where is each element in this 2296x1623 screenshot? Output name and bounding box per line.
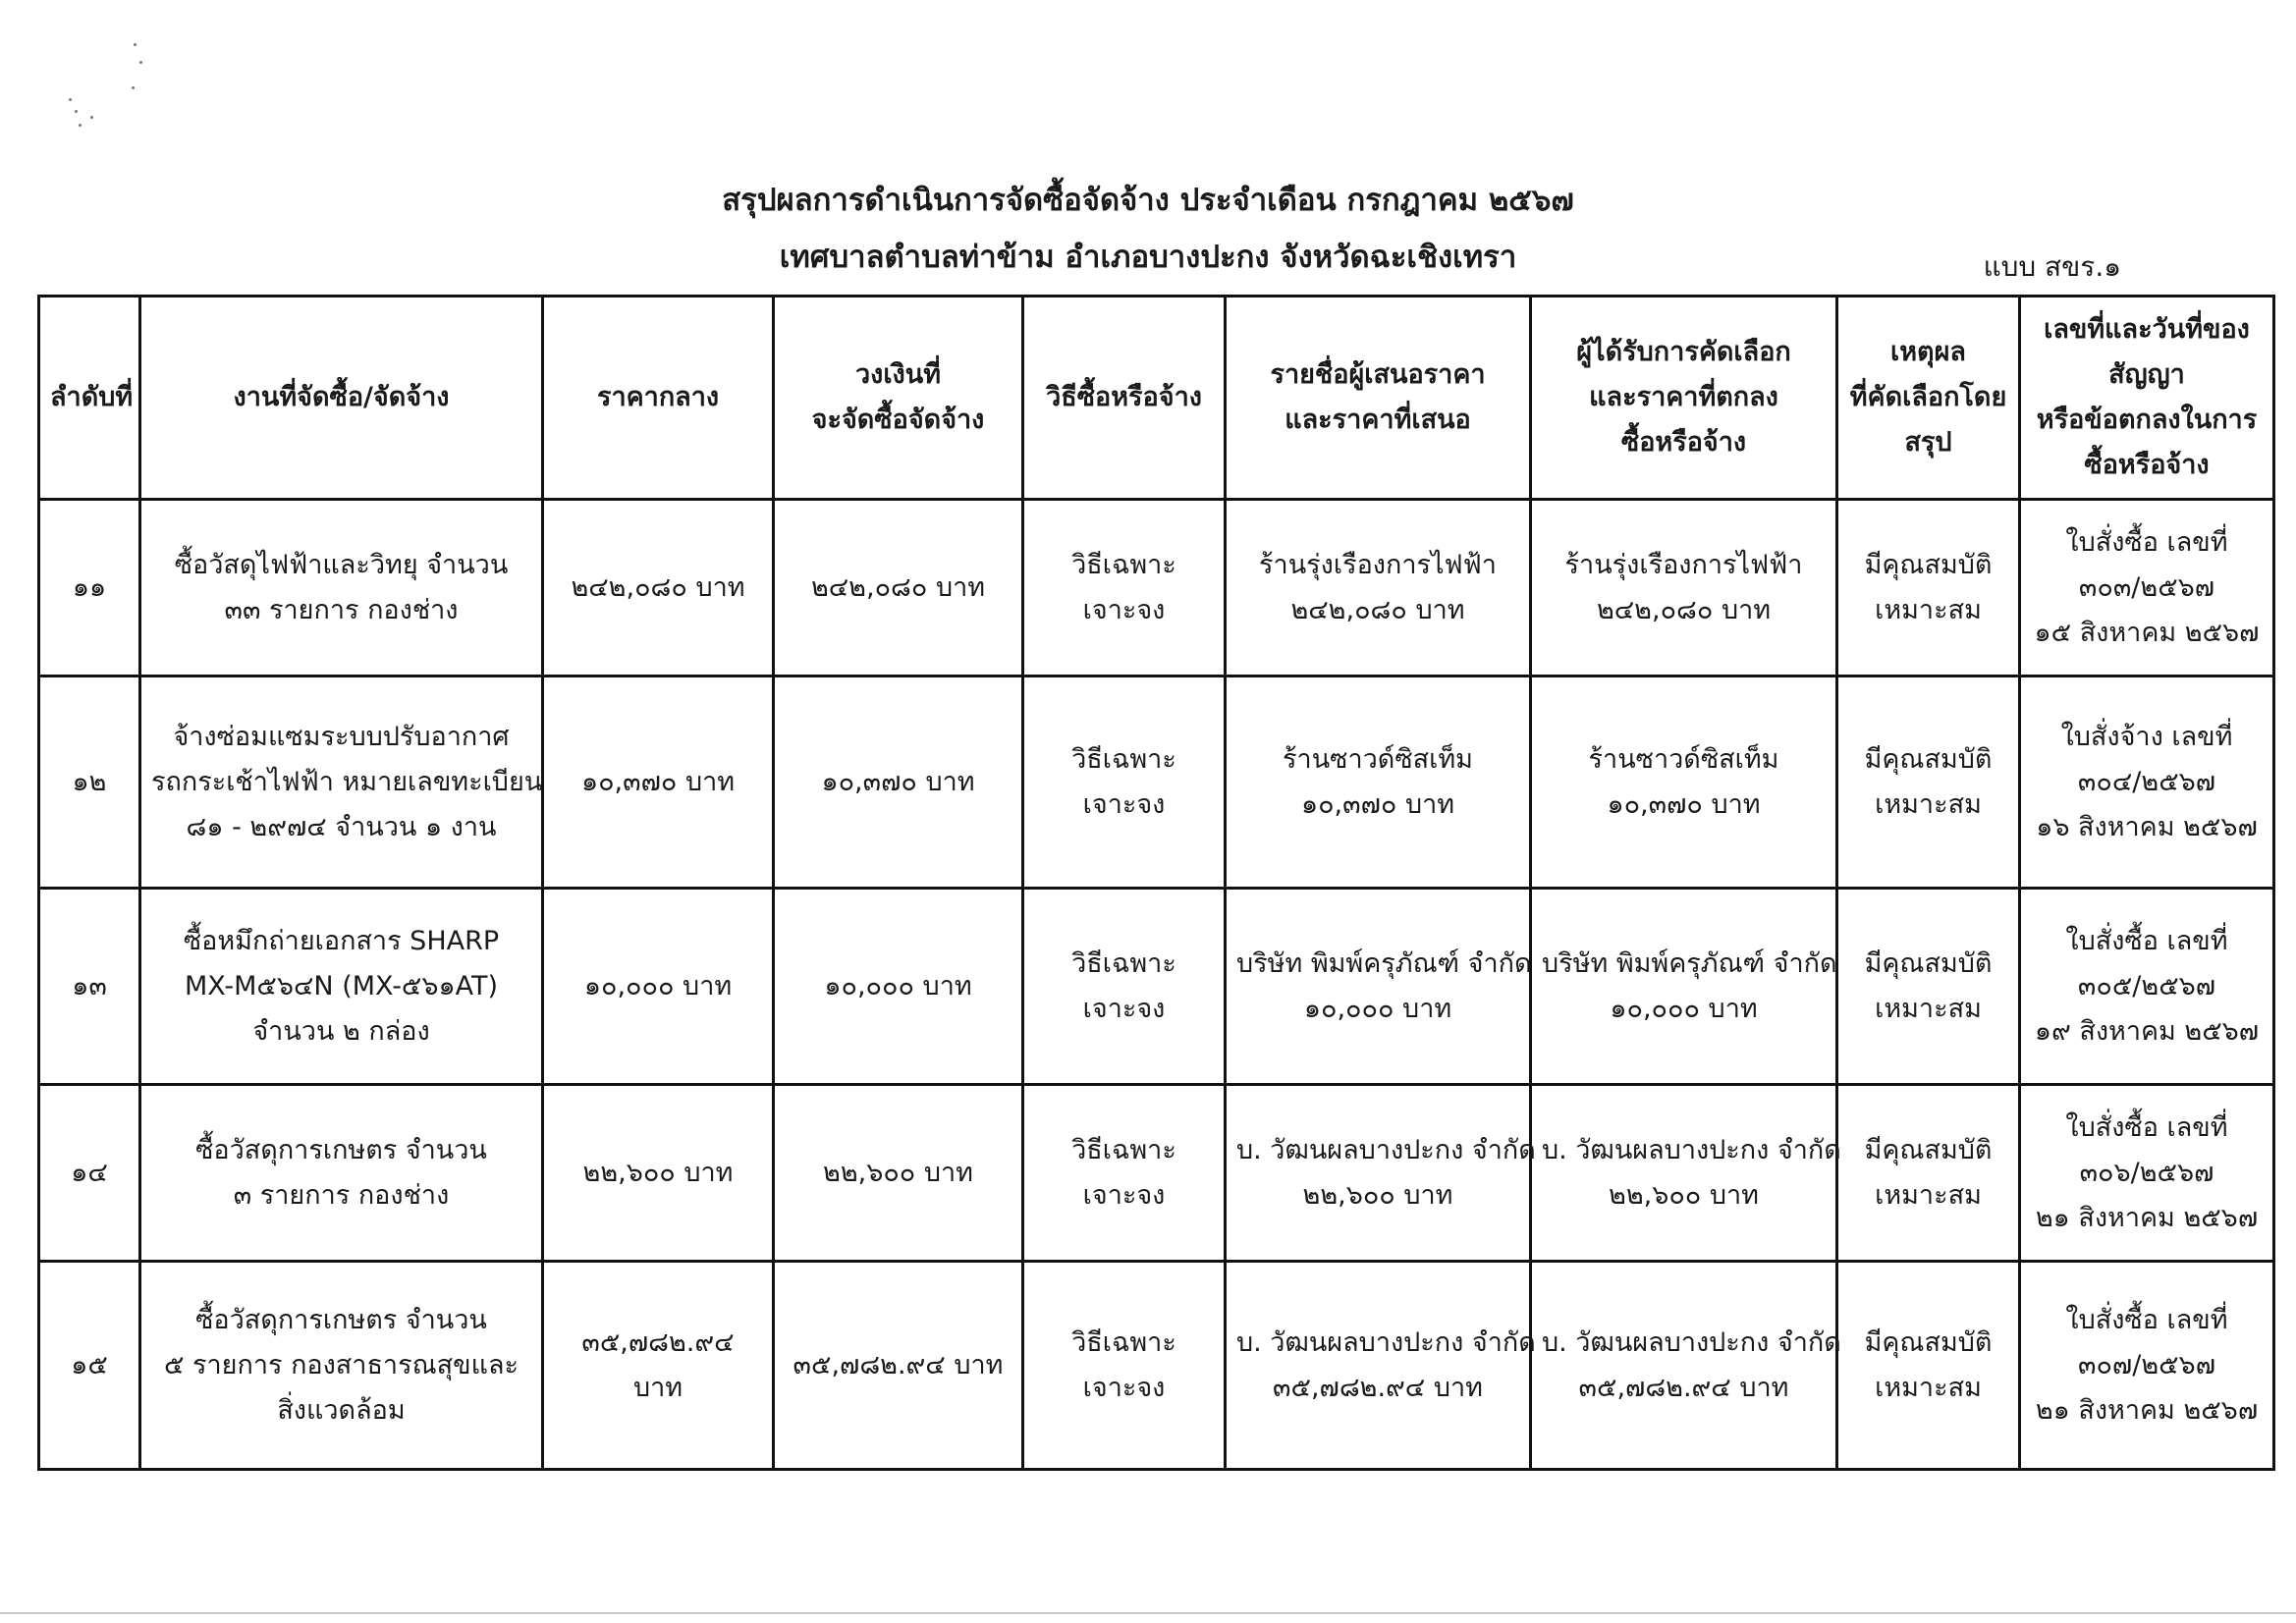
- table-row: [39, 676, 2274, 889]
- row-contract: ใบสั่งซื้อ เลขที่ ๓๐๕/๒๕๖๗ ๑๙ สิงหาคม ๒๕๖๗: [2020, 889, 2274, 1085]
- row-work: ซื้อวัสดุการเกษตร จำนวน ๓ รายการ กองช่าง: [140, 1085, 543, 1262]
- header-reason: เหตุผล ที่คัดเลือกโดย สรุป: [1837, 297, 2020, 500]
- row-reason: มีคุณสมบัติ เหมาะสม: [1837, 889, 2020, 1085]
- row-reason: มีคุณสมบัติ เหมาะสม: [1837, 500, 2020, 676]
- header-bidders: รายชื่อผู้เสนอราคา และราคาที่เสนอ: [1226, 297, 1531, 500]
- table-row: [39, 500, 2274, 676]
- row-selected: บ. วัฒนผลบางปะกง จำกัด ๒๒,๖๐๐ บาท: [1531, 1085, 1837, 1262]
- row-method: วิธีเฉพาะเจาะจง: [1023, 1085, 1226, 1262]
- row-selected: ร้านซาวด์ซิสเท็ม ๑๐,๓๗๐ บาท: [1531, 676, 1837, 889]
- row-budget: ๑๐,๓๗๐ บาท: [774, 676, 1023, 889]
- row-bidders: ร้านรุ่งเรืองการไฟฟ้า ๒๔๒,๐๘๐ บาท: [1226, 500, 1531, 676]
- row-no: ๑๕: [39, 1262, 140, 1470]
- header-work: งานที่จัดซื้อ/จัดจ้าง: [140, 297, 543, 500]
- row-reason: มีคุณสมบัติ เหมาะสม: [1837, 1085, 2020, 1262]
- table-row: [39, 1085, 2274, 1262]
- row-no: ๑๓: [39, 889, 140, 1085]
- row-budget: ๒๔๒,๐๘๐ บาท: [774, 500, 1023, 676]
- header-selected: ผู้ได้รับการคัดเลือก และราคาที่ตกลง ซื้อหรือจ้าง: [1531, 297, 1837, 500]
- row-contract: ใบสั่งซื้อ เลขที่ ๓๐๗/๒๕๖๗ ๒๑ สิงหาคม ๒๕๖๗: [2020, 1262, 2274, 1470]
- row-no: ๑๒: [39, 676, 140, 889]
- row-work: ซื้อวัสดุไฟฟ้าและวิทยุ จำนวน ๓๓ รายการ กองช่าง: [140, 500, 543, 676]
- row-budget: ๒๒,๖๐๐ บาท: [774, 1085, 1023, 1262]
- row-selected: บริษัท พิมพ์ครุภัณฑ์ จำกัด ๑๐,๐๐๐ บาท: [1531, 889, 1837, 1085]
- row-bidders: บ. วัฒนผลบางปะกง จำกัด ๓๕,๗๘๒.๙๔ บาท: [1226, 1262, 1531, 1470]
- row-median-price: ๒๔๒,๐๘๐ บาท: [543, 500, 774, 676]
- row-method: วิธีเฉพาะเจาะจง: [1023, 889, 1226, 1085]
- row-method: วิธีเฉพาะเจาะจง: [1023, 1262, 1226, 1470]
- row-median-price: ๓๕,๗๘๒.๙๔ บาท: [543, 1262, 774, 1470]
- document-title: สรุปผลการดำเนินการจัดซื้อจัดจ้าง ประจำเดือน กรกฎาคม ๒๕๖๗: [722, 183, 1574, 218]
- row-budget: ๓๕,๗๘๒.๙๔ บาท: [774, 1262, 1023, 1470]
- row-median-price: ๑๐,๐๐๐ บาท: [543, 889, 774, 1085]
- scan-speck-marks: [67, 41, 145, 130]
- row-bidders: บ. วัฒนผลบางปะกง จำกัด ๒๒,๖๐๐ บาท: [1226, 1085, 1531, 1262]
- row-bidders: บริษัท พิมพ์ครุภัณฑ์ จำกัด ๑๐,๐๐๐ บาท: [1226, 889, 1531, 1085]
- row-reason: มีคุณสมบัติ เหมาะสม: [1837, 676, 2020, 889]
- table-row: [39, 1262, 2274, 1470]
- form-code: แบบ สขร.๑: [1983, 250, 2121, 283]
- scan-bottom-edge: [0, 1612, 2296, 1614]
- row-contract: ใบสั่งจ้าง เลขที่ ๓๐๔/๒๕๖๗ ๑๖ สิงหาคม ๒๕๖๗: [2020, 676, 2274, 889]
- row-work: จ้างซ่อมแซมระบบปรับอากาศ รถกระเช้าไฟฟ้า หมายเลขทะเบียน ๘๑ - ๒๙๗๔ จำนวน ๑ งาน: [140, 676, 543, 889]
- row-method: วิธีเฉพาะเจาะจง: [1023, 676, 1226, 889]
- row-budget: ๑๐,๐๐๐ บาท: [774, 889, 1023, 1085]
- document-subtitle: เทศบาลตำบลท่าข้าม อำเภอบางปะกง จังหวัดฉะเชิงเทรา: [779, 240, 1517, 275]
- table-row: [39, 889, 2274, 1085]
- row-contract: ใบสั่งซื้อ เลขที่ ๓๐๖/๒๕๖๗ ๒๑ สิงหาคม ๒๕๖๗: [2020, 1085, 2274, 1262]
- row-median-price: ๑๐,๓๗๐ บาท: [543, 676, 774, 889]
- row-median-price: ๒๒,๖๐๐ บาท: [543, 1085, 774, 1262]
- header-median-price: ราคากลาง: [543, 297, 774, 500]
- row-no: ๑๑: [39, 500, 140, 676]
- row-method: วิธีเฉพาะเจาะจง: [1023, 500, 1226, 676]
- row-selected: ร้านรุ่งเรืองการไฟฟ้า ๒๔๒,๐๘๐ บาท: [1531, 500, 1837, 676]
- row-no: ๑๔: [39, 1085, 140, 1262]
- row-selected: บ. วัฒนผลบางปะกง จำกัด ๓๕,๗๘๒.๙๔ บาท: [1531, 1262, 1837, 1470]
- row-work: ซื้อวัสดุการเกษตร จำนวน ๕ รายการ กองสาธารณสุขและ สิ่งแวดล้อม: [140, 1262, 543, 1470]
- row-reason: มีคุณสมบัติ เหมาะสม: [1837, 1262, 2020, 1470]
- header-contract: เลขที่และวันที่ของ สัญญา หรือข้อตกลงในการ ซื้อหรือจ้าง: [2020, 297, 2274, 500]
- header-no: ลำดับที่: [39, 297, 140, 500]
- table-header-row: [39, 297, 2274, 500]
- procurement-summary-table: [37, 295, 2275, 1471]
- header-method: วิธีซื้อหรือจ้าง: [1023, 297, 1226, 500]
- row-bidders: ร้านซาวด์ซิสเท็ม ๑๐,๓๗๐ บาท: [1226, 676, 1531, 889]
- header-budget: วงเงินที่ จะจัดซื้อจัดจ้าง: [774, 297, 1023, 500]
- row-contract: ใบสั่งซื้อ เลขที่ ๓๐๓/๒๕๖๗ ๑๕ สิงหาคม ๒๕๖๗: [2020, 500, 2274, 676]
- row-work: ซื้อหมึกถ่ายเอกสาร SHARP MX-M๕๖๔N (MX-๕๖๑AT) จำนวน ๒ กล่อง: [140, 889, 543, 1085]
